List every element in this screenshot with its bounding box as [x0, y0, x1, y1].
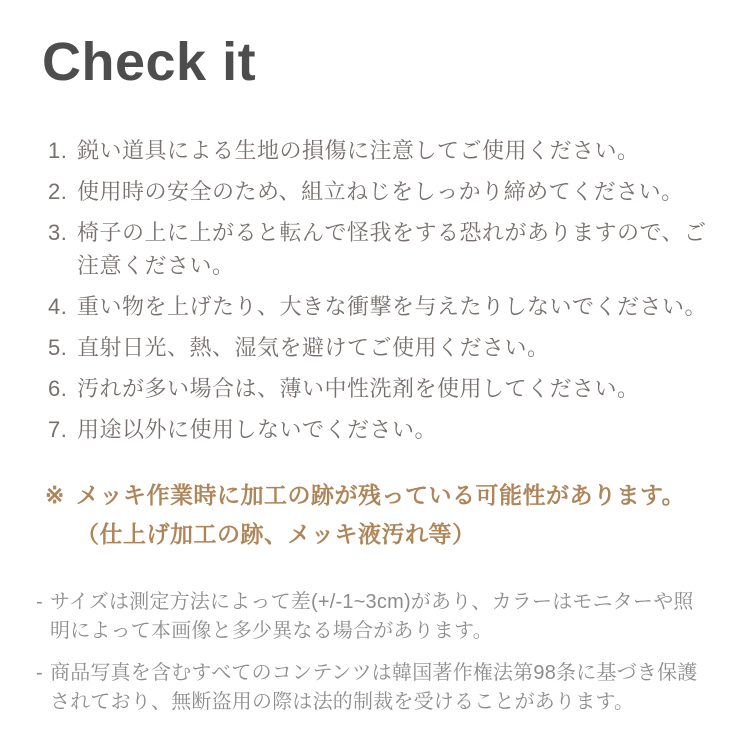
footnotes	[36, 588, 712, 717]
item-text: 椅子の上に上がると転んで怪我をする恐れがありますので、ご注意ください。	[77, 220, 707, 279]
footnote-text: 商品写真を含むすべてのコンテンツは韓国著作権法第98条に基づき保護されており、無断盗用の際は法的制裁を受けることがあります。	[50, 662, 698, 714]
warning-line-2: （仕上げ加工の跡、メッキ液汚れ等）	[76, 521, 476, 548]
list-item	[48, 290, 712, 323]
list-item	[48, 216, 712, 282]
footnote-size-disclaimer	[36, 588, 712, 646]
item-number: 4.	[48, 294, 68, 320]
item-number: 5.	[48, 335, 68, 361]
item-text: 使用時の安全のため、組立ねじをしっかり締めてください。	[77, 179, 684, 205]
footnote-marker: -	[36, 591, 43, 614]
list-item	[48, 331, 712, 364]
list-item	[48, 134, 712, 167]
warning-text	[76, 476, 712, 554]
item-text: 鋭い道具による生地の損傷に注意してご使用ください。	[77, 138, 640, 164]
plating-warning-note	[45, 476, 712, 554]
item-number: 2.	[48, 179, 68, 205]
page-title: Check it	[42, 32, 257, 92]
item-text: 直射日光、熱、湿気を避けてご使用ください。	[77, 335, 550, 361]
warning-line-1: メッキ作業時に加工の跡が残っている可能性があります。	[76, 482, 686, 509]
item-text: 重い物を上げたり、大きな衝撃を与えたりしないでください。	[77, 294, 708, 320]
item-text: 汚れが多い場合は、薄い中性洗剤を使用してください。	[77, 376, 640, 402]
footnote-copyright-disclaimer	[36, 659, 712, 717]
list-item	[48, 372, 712, 405]
item-number: 1.	[48, 138, 68, 164]
list-item	[48, 413, 712, 446]
footnote-text: サイズは測定方法によって差(+/-1~3cm)があり、カラーはモニターや照明によって本画像と多少異なる場合があります。	[50, 591, 694, 643]
item-text: 用途以外に使用しないでください。	[77, 417, 438, 443]
precautions-list	[48, 134, 712, 446]
list-item	[48, 175, 712, 208]
reference-mark-icon: ※	[45, 482, 65, 509]
item-number: 3.	[48, 220, 68, 246]
item-number: 7.	[48, 417, 68, 443]
footnote-marker: -	[36, 662, 43, 685]
item-number: 6.	[48, 376, 68, 402]
